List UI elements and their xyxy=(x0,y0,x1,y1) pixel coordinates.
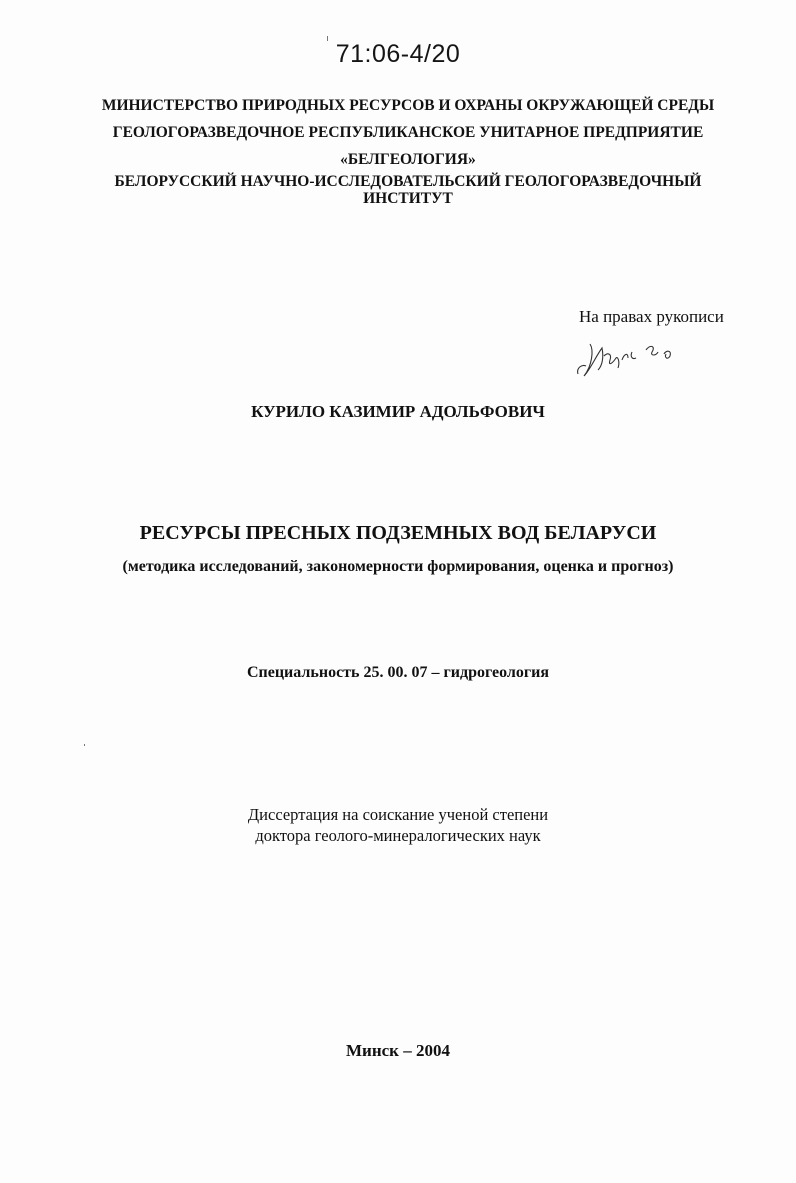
degree-line-2: доктора геолого-минералогических наук xyxy=(255,826,541,845)
author-name: КУРИЛО КАЗИМИР АДОЛЬФОВИЧ xyxy=(251,402,545,421)
enterprise-type: ГЕОЛОГОРАЗВЕДОЧНОЕ РЕСПУБЛИКАНСКОЕ УНИТАРНОЕ ПРЕДПРИЯТИЕ xyxy=(112,124,704,141)
degree-line-1: Диссертация на соискание ученой степени xyxy=(247,805,549,824)
dissertation-subtitle: (методика исследований, закономерности формирования, оценка и прогноз) xyxy=(122,558,674,575)
institute-name-line2: ИНСТИТУТ xyxy=(363,190,453,207)
registry-number: 71:06-4/20 xyxy=(335,40,461,68)
city-year: Минск – 2004 xyxy=(346,1041,450,1060)
manuscript-rights: На правах рукописи xyxy=(579,307,724,326)
organization-header xyxy=(60,92,756,207)
scan-speck xyxy=(327,36,328,41)
signature-icon xyxy=(572,330,682,382)
enterprise-name: «БЕЛГЕОЛОГИЯ» xyxy=(340,151,476,168)
institute-name-line1: БЕЛОРУССКИЙ НАУЧНО-ИССЛЕДОВАТЕЛЬСКИЙ ГЕОЛОГОРАЗВЕДОЧНЫЙ xyxy=(114,173,702,190)
dissertation-title: РЕСУРСЫ ПРЕСНЫХ ПОДЗЕМНЫХ ВОД БЕЛАРУСИ xyxy=(139,522,657,544)
scan-speck xyxy=(84,744,85,746)
degree-statement xyxy=(0,804,796,846)
ministry-name: МИНИСТЕРСТВО ПРИРОДНЫХ РЕСУРСОВ И ОХРАНЫ ОКРУЖАЮЩЕЙ СРЕДЫ xyxy=(101,97,715,114)
specialty: Специальность 25. 00. 07 – гидрогеология xyxy=(246,664,550,681)
